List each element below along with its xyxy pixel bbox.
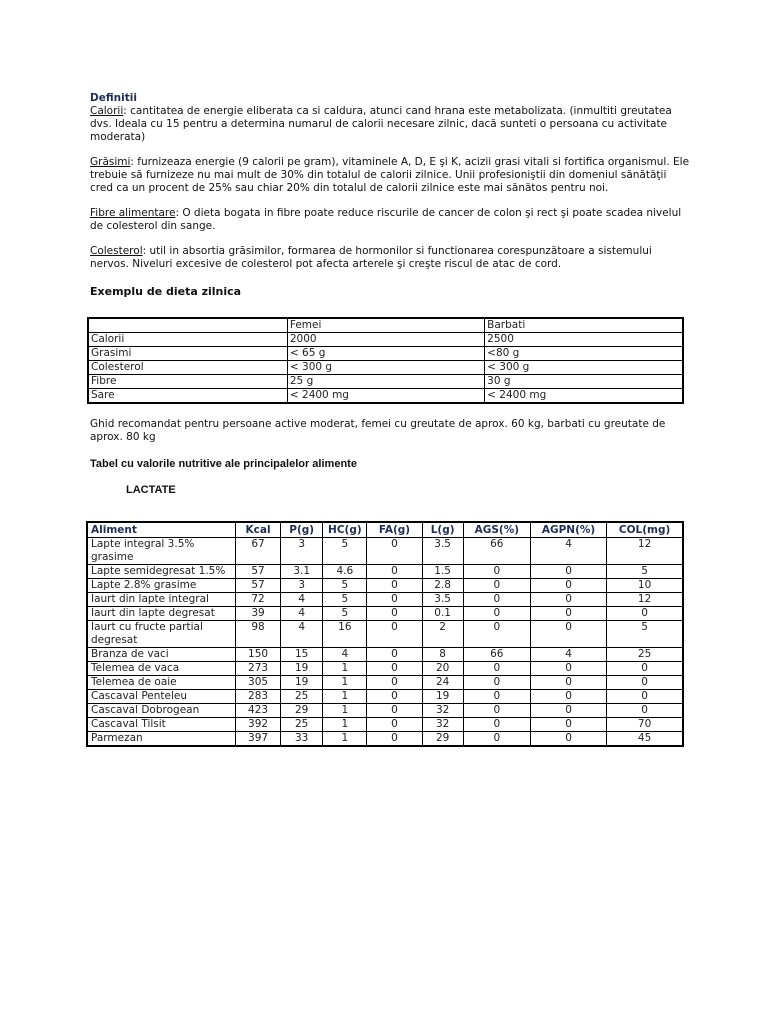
nutrition-value-cell: 39: [235, 607, 280, 621]
nutrition-title: Tabel cu valorile nutritive ale principalelor alimente: [90, 458, 357, 470]
nutrition-value-cell: 0: [463, 579, 530, 593]
nutrition-value-cell: 66: [463, 648, 530, 662]
nutrition-value-cell: 0: [367, 538, 422, 565]
diet-cell: Barbati: [485, 318, 683, 333]
diet-cell: < 300 g: [287, 361, 484, 375]
nutrition-value-cell: 25: [607, 648, 683, 662]
nutrition-value-cell: 0: [607, 704, 683, 718]
nutrition-value-cell: 3.1: [281, 565, 323, 579]
nutrition-row: [87, 732, 683, 747]
nutrition-value-cell: 0: [367, 579, 422, 593]
nutrition-value-cell: 0: [530, 704, 606, 718]
nutrition-value-cell: 72: [235, 593, 280, 607]
definition-grasimi: [90, 156, 690, 195]
nutrition-value-cell: 0: [367, 607, 422, 621]
text-calorii: : cantitatea de energie eliberata ca si caldura, atunci cand hrana este metabolizata. (inmultiti greutatea dvs. Ideala cu 15 pentru a determina numarul de calorii necesare zilnic, dacă sunteti o persoana cu activitate moderata): [90, 105, 672, 143]
nutrition-value-cell: 1: [323, 690, 367, 704]
nutrition-row: [87, 662, 683, 676]
nutrition-value-cell: 5: [323, 579, 367, 593]
nutrition-value-cell: 0.1: [422, 607, 463, 621]
diet-cell: <80 g: [485, 347, 683, 361]
diet-cell: Colesterol: [88, 361, 287, 375]
nutrition-value-cell: 98: [235, 621, 280, 648]
nutrition-value-cell: 0: [367, 732, 422, 747]
food-name-cell: Iaurt cu fructe partial degresat: [87, 621, 235, 648]
nutrition-value-cell: 32: [422, 718, 463, 732]
diet-cell: 2500: [485, 333, 683, 347]
nutrition-header-cell: Aliment: [87, 522, 235, 538]
definitions-heading: Definitii: [90, 92, 137, 104]
diet-cell: 30 g: [485, 375, 683, 389]
nutrition-value-cell: 29: [281, 704, 323, 718]
nutrition-row: [87, 648, 683, 662]
nutrition-value-cell: 25: [281, 690, 323, 704]
food-name-cell: Lapte 2.8% grasime: [87, 579, 235, 593]
diet-cell: < 2400 mg: [287, 389, 484, 404]
nutrition-value-cell: 2: [422, 621, 463, 648]
diet-header-row: [88, 318, 683, 333]
nutrition-value-cell: 0: [367, 648, 422, 662]
nutrition-value-cell: 0: [367, 565, 422, 579]
nutrition-value-cell: 0: [463, 662, 530, 676]
nutrition-value-cell: 0: [530, 690, 606, 704]
nutrition-value-cell: 392: [235, 718, 280, 732]
nutrition-value-cell: 0: [463, 593, 530, 607]
nutrition-value-cell: 19: [281, 676, 323, 690]
nutrition-value-cell: 1: [323, 704, 367, 718]
food-name-cell: Branza de vaci: [87, 648, 235, 662]
nutrition-value-cell: 5: [607, 621, 683, 648]
diet-cell: Grasimi: [88, 347, 287, 361]
diet-cell: < 65 g: [287, 347, 484, 361]
nutrition-table: [86, 521, 684, 747]
nutrition-value-cell: 45: [607, 732, 683, 747]
nutrition-value-cell: 0: [463, 732, 530, 747]
diet-cell: [88, 318, 287, 333]
nutrition-value-cell: 4.6: [323, 565, 367, 579]
term-calorii: Calorii: [90, 105, 124, 117]
food-name-cell: Cascaval Tilsit: [87, 718, 235, 732]
nutrition-value-cell: 0: [463, 565, 530, 579]
diet-title: Exemplu de dieta zilnica: [90, 285, 242, 298]
nutrition-value-cell: 1: [323, 718, 367, 732]
nutrition-row: [87, 718, 683, 732]
nutrition-value-cell: 0: [367, 621, 422, 648]
nutrition-value-cell: 0: [367, 676, 422, 690]
nutrition-header-cell: Kcal: [235, 522, 280, 538]
food-name-cell: Cascaval Dobrogean: [87, 704, 235, 718]
food-name-cell: Iaurt din lapte degresat: [87, 607, 235, 621]
nutrition-value-cell: 12: [607, 538, 683, 565]
diet-cell: 2000: [287, 333, 484, 347]
nutrition-value-cell: 5: [323, 593, 367, 607]
nutrition-row: [87, 690, 683, 704]
food-name-cell: Iaurt din lapte integral: [87, 593, 235, 607]
nutrition-value-cell: 19: [281, 662, 323, 676]
nutrition-value-cell: 283: [235, 690, 280, 704]
nutrition-header-cell: COL(mg): [607, 522, 683, 538]
nutrition-value-cell: 3: [281, 579, 323, 593]
food-name-cell: Parmezan: [87, 732, 235, 747]
nutrition-value-cell: 0: [530, 593, 606, 607]
nutrition-value-cell: 12: [607, 593, 683, 607]
food-name-cell: Telemea de oaie: [87, 676, 235, 690]
diet-note: Ghid recomandat pentru persoane active moderat, femei cu greutate de aprox. 60 kg, barbati cu greutate de aprox. 80 kg: [90, 418, 666, 443]
nutrition-value-cell: 0: [463, 621, 530, 648]
nutrition-value-cell: 4: [530, 648, 606, 662]
nutrition-value-cell: 150: [235, 648, 280, 662]
nutrition-value-cell: 0: [607, 662, 683, 676]
nutrition-header-cell: AGS(%): [463, 522, 530, 538]
nutrition-value-cell: 0: [367, 593, 422, 607]
text-colesterol: : util in absortia grăsimilor, formarea de hormonilor si functionarea corespunzătoare a sistemului nervos. Niveluri excesive de colesterol pot afecta arterele şi creşte riscul de atac de cord.: [90, 245, 652, 270]
diet-row: [88, 333, 683, 347]
diet-cell: Calorii: [88, 333, 287, 347]
nutrition-value-cell: 29: [422, 732, 463, 747]
nutrition-value-cell: 0: [530, 662, 606, 676]
nutrition-value-cell: 57: [235, 565, 280, 579]
nutrition-value-cell: 20: [422, 662, 463, 676]
nutrition-value-cell: 397: [235, 732, 280, 747]
diet-row: [88, 389, 683, 404]
nutrition-value-cell: 57: [235, 579, 280, 593]
nutrition-value-cell: 0: [530, 621, 606, 648]
nutrition-value-cell: 4: [281, 621, 323, 648]
section-lactate: LACTATE: [126, 484, 176, 496]
diet-cell: Sare: [88, 389, 287, 404]
nutrition-value-cell: 4: [281, 593, 323, 607]
nutrition-value-cell: 10: [607, 579, 683, 593]
nutrition-value-cell: 0: [367, 690, 422, 704]
nutrition-value-cell: 0: [463, 690, 530, 704]
nutrition-value-cell: 5: [607, 565, 683, 579]
nutrition-value-cell: 0: [607, 690, 683, 704]
diet-table: [87, 317, 684, 404]
nutrition-value-cell: 0: [463, 704, 530, 718]
food-name-cell: Cascaval Penteleu: [87, 690, 235, 704]
diet-cell: Fibre: [88, 375, 287, 389]
nutrition-value-cell: 5: [323, 607, 367, 621]
nutrition-row: [87, 538, 683, 565]
nutrition-value-cell: 0: [367, 704, 422, 718]
nutrition-value-cell: 33: [281, 732, 323, 747]
term-colesterol: Colesterol: [90, 245, 143, 257]
nutrition-value-cell: 1: [323, 676, 367, 690]
nutrition-header-row: [87, 522, 683, 538]
diet-row: [88, 375, 683, 389]
nutrition-value-cell: 32: [422, 704, 463, 718]
nutrition-value-cell: 0: [530, 676, 606, 690]
nutrition-value-cell: 19: [422, 690, 463, 704]
nutrition-value-cell: 4: [281, 607, 323, 621]
diet-row: [88, 361, 683, 375]
diet-cell: 25 g: [287, 375, 484, 389]
nutrition-value-cell: 305: [235, 676, 280, 690]
text-fibre: : O dieta bogata in fibre poate reduce riscurile de cancer de colon şi rect şi poate scadea nivelul de colesterol din sange.: [90, 207, 682, 232]
nutrition-value-cell: 3.5: [422, 538, 463, 565]
nutrition-value-cell: 70: [607, 718, 683, 732]
food-name-cell: Telemea de vaca: [87, 662, 235, 676]
term-fibre: Fibre alimentare: [90, 207, 176, 219]
food-name-cell: Lapte semidegresat 1.5%: [87, 565, 235, 579]
definition-colesterol: [90, 245, 690, 271]
term-grasimi: Grăsimi: [90, 156, 131, 168]
nutrition-value-cell: 3: [281, 538, 323, 565]
nutrition-value-cell: 0: [367, 718, 422, 732]
nutrition-value-cell: 25: [281, 718, 323, 732]
nutrition-header-cell: FA(g): [367, 522, 422, 538]
nutrition-value-cell: 0: [530, 732, 606, 747]
nutrition-value-cell: 0: [607, 607, 683, 621]
nutrition-value-cell: 1.5: [422, 565, 463, 579]
nutrition-value-cell: 66: [463, 538, 530, 565]
nutrition-value-cell: 15: [281, 648, 323, 662]
nutrition-value-cell: 4: [323, 648, 367, 662]
nutrition-header-cell: P(g): [281, 522, 323, 538]
nutrition-value-cell: 5: [323, 538, 367, 565]
nutrition-row: [87, 593, 683, 607]
nutrition-value-cell: 24: [422, 676, 463, 690]
nutrition-value-cell: 423: [235, 704, 280, 718]
nutrition-value-cell: 0: [530, 607, 606, 621]
nutrition-header-cell: L(g): [422, 522, 463, 538]
diet-cell: Femei: [287, 318, 484, 333]
nutrition-row: [87, 676, 683, 690]
nutrition-value-cell: 0: [530, 718, 606, 732]
nutrition-value-cell: 0: [463, 676, 530, 690]
diet-cell: < 2400 mg: [485, 389, 683, 404]
nutrition-value-cell: 3.5: [422, 593, 463, 607]
nutrition-value-cell: 1: [323, 732, 367, 747]
nutrition-value-cell: 67: [235, 538, 280, 565]
nutrition-value-cell: 16: [323, 621, 367, 648]
nutrition-value-cell: 8: [422, 648, 463, 662]
text-grasimi: : furnizeaza energie (9 calorii pe gram), vitaminele A, D, E şi K, acizii grasi vitali si fortifica organismul. Ele trebuie să furnizeze nu mai mult de 30% din totalul de calorii zilnice. Unii profesioniştii din domeniul sănătăţii cred ca un procent de 25% sau chiar 20% din totalul de calorii zilnice este mai sănătos pentru noi.: [90, 156, 690, 194]
nutrition-row: [87, 607, 683, 621]
diet-row: [88, 347, 683, 361]
nutrition-header-cell: AGPN(%): [530, 522, 606, 538]
food-name-cell: Lapte integral 3.5% grasime: [87, 538, 235, 565]
definition-calorii: [90, 105, 690, 144]
nutrition-row: [87, 579, 683, 593]
nutrition-value-cell: 4: [530, 538, 606, 565]
nutrition-value-cell: 273: [235, 662, 280, 676]
nutrition-value-cell: 0: [530, 579, 606, 593]
nutrition-header-cell: HC(g): [323, 522, 367, 538]
nutrition-value-cell: 0: [463, 718, 530, 732]
definitions-section: [90, 92, 690, 298]
nutrition-value-cell: 2.8: [422, 579, 463, 593]
nutrition-value-cell: 0: [607, 676, 683, 690]
nutrition-value-cell: 0: [463, 607, 530, 621]
nutrition-value-cell: 1: [323, 662, 367, 676]
diet-cell: < 300 g: [485, 361, 683, 375]
nutrition-row: [87, 621, 683, 648]
nutrition-value-cell: 0: [367, 662, 422, 676]
definition-fibre: [90, 207, 690, 233]
nutrition-row: [87, 704, 683, 718]
nutrition-row: [87, 565, 683, 579]
nutrition-value-cell: 0: [530, 565, 606, 579]
